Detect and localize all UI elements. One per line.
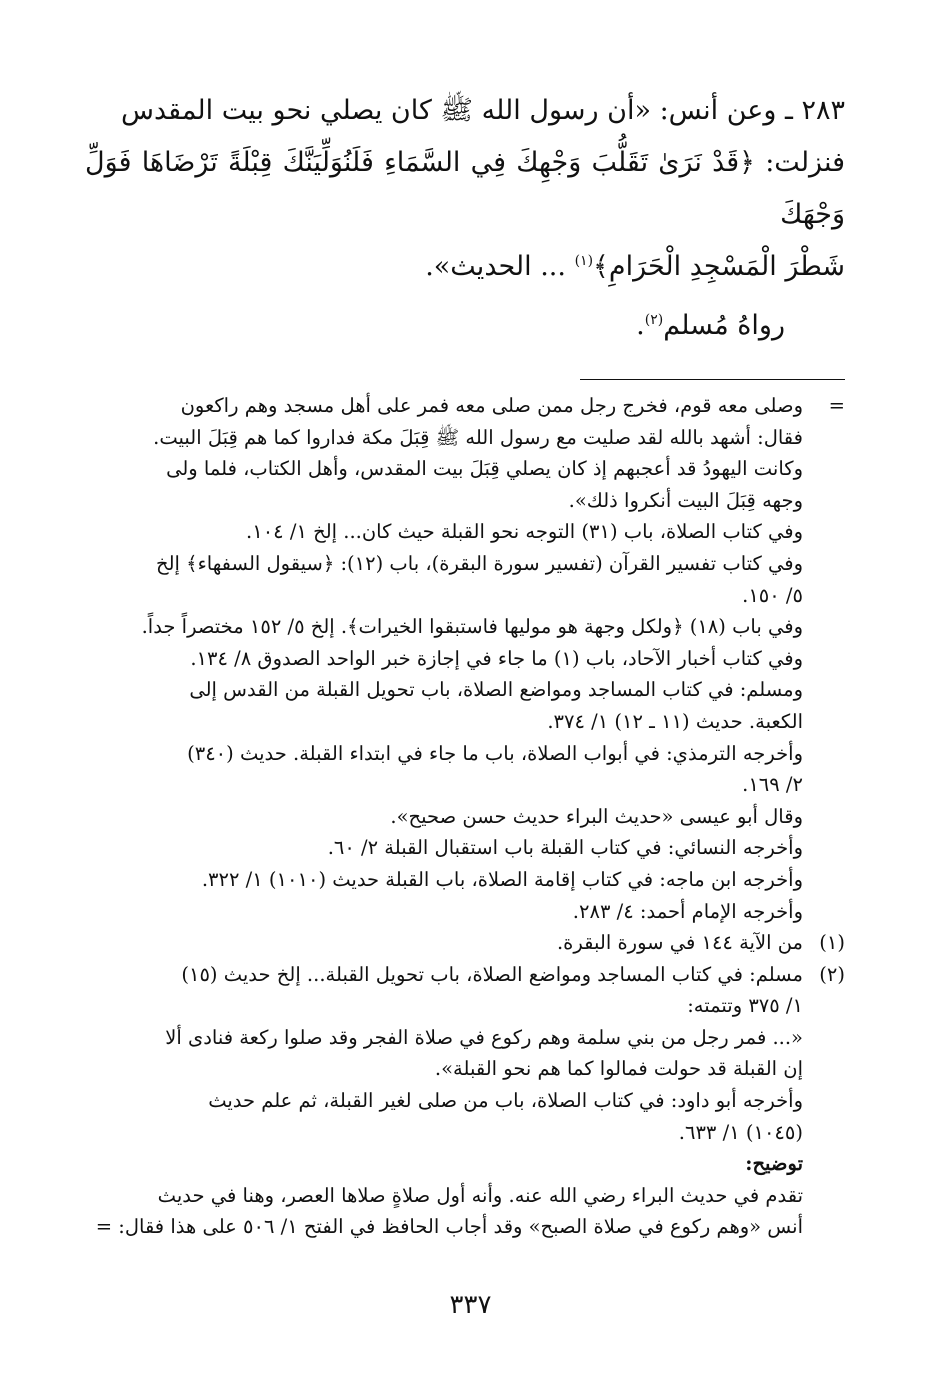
hadith-line <box>85 241 845 293</box>
footnote-2-mark: (٢) <box>819 962 845 986</box>
footnote-1-mark: (١) <box>819 931 845 955</box>
footnote-line: وأخرجه الإمام أحمد: ٤/ ٢٨٣. <box>572 899 803 923</box>
footnote-line: من الآية ١٤٤ في سورة البقرة. <box>556 931 803 955</box>
hadith-line: ٢٨٣ ـ وعن أنس: «أن رسول الله ﷺ كان يصلي نحو بيت المقدس <box>121 95 845 126</box>
footnote-continued <box>85 390 845 927</box>
footnote-line <box>85 1211 803 1243</box>
hadith-line-3: شَطْرَ الْمَسْجِدِ الْحَرَامِ﴾ <box>593 251 845 282</box>
narrator-end: . <box>636 310 645 341</box>
footnote-line: وفي كتاب أخبار الآحاد، باب (١) ما جاء في إجازة خبر الواحد الصدوق ٨/ ١٣٤. <box>190 646 803 670</box>
continuation-end-mark: = <box>95 1215 113 1239</box>
clarification-heading: توضيح: <box>745 1152 803 1176</box>
footnote-line: وفي باب (١٨) ﴿ولكل وجهة هو موليها فاستبقوا الخيرات﴾. إلخ ٥/ ١٥٢ مختصراً جداً. <box>141 615 803 639</box>
hadith-line-tail: ... الحديث». <box>425 251 566 282</box>
footnote-divider <box>580 379 845 380</box>
footnote-line: وفي كتاب تفسير القرآن (تفسير سورة البقرة)، باب (١٢): ﴿سيقول السفهاء﴾ إلخ <box>156 551 803 575</box>
footnote-line: وفي كتاب الصلاة، باب (٣١) التوجه نحو القبلة حيث كان... إلخ ١/ ١٠٤. <box>246 520 803 544</box>
footnote-1-body <box>85 927 803 959</box>
footnote-1 <box>85 927 845 959</box>
footnote-line: وأخرجه ابن ماجه: في كتاب إقامة الصلاة، باب القبلة حديث (١٠١٠) ١/ ٣٢٢. <box>201 867 803 891</box>
hadith-line: فنزلت: ﴿قَدْ نَرَىٰ تَقَلُّبَ وَجْهِكَ فِي السَّمَاءِ فَلَنُوَلِّيَنَّكَ قِبْلَةً تَرْضَاهَا فَوَلِّ وَجْهَكَ <box>85 147 845 230</box>
footnote-2 <box>85 959 845 1149</box>
footnote-continued-body <box>85 390 803 927</box>
continuation-mark: = <box>828 394 845 417</box>
clarification-last-line: أنس «وهم ركوع في صلاة الصبح» وقد أجاب الحافظ في الفتح ١/ ٥٠٦ على هذا فقال: <box>118 1215 803 1239</box>
clarification-body <box>85 1148 803 1243</box>
footnote-line: ١/ ٣٧٥ وتتمته: <box>687 994 803 1018</box>
page-number: ٣٣٧ <box>449 1290 492 1320</box>
footnote-line: تقدم في حديث البراء رضي الله عنه. وأنه أول صلاةٍ صلاها العصر، وهنا في حديث <box>157 1183 803 1207</box>
footnote-line: إن القبلة قد حولت فمالوا كما هم نحو القبلة». <box>434 1057 803 1081</box>
narrator-line <box>85 307 845 345</box>
footnote-line: وأخرجه النسائي: في كتاب القبلة باب استقبال القبلة ٢/ ٦٠. <box>327 836 803 860</box>
footnote-line: «... فمر رجل من بني سلمة وهم ركوع في صلاة الفجر وقد صلوا ركعة فنادى ألا <box>165 1025 803 1049</box>
footnote-line: وصلى معه قوم، فخرج رجل ممن صلى معه فمر على أهل مسجد وهم راكعون <box>180 394 803 417</box>
clarification <box>85 1148 845 1243</box>
footnote-line: (١٠٤٥) ١/ ٦٣٣. <box>678 1120 803 1144</box>
footnote-ref-1: (١) <box>574 253 594 269</box>
narrator-text: رواهُ مُسلم <box>663 310 785 341</box>
footnote-line: فقال: أشهد بالله لقد صليت مع رسول الله ﷺ قِبَلَ مكة فداروا كما هم قِبَلَ البيت. <box>153 425 803 449</box>
footnote-ref-2: (٢) <box>644 312 664 328</box>
footnote-line: مسلم: في كتاب المساجد ومواضع الصلاة، باب تحويل القبلة... إلخ حديث (١٥) <box>181 962 803 986</box>
footnote-line: الكعبة. حديث (١١ ـ ١٢) ١/ ٣٧٤. <box>547 709 803 733</box>
footnote-2-body <box>85 959 803 1149</box>
footnote-line: وقال أبو عيسى «حديث البراء حديث حسن صحيح». <box>390 804 803 828</box>
footnote-line: وأخرجه الترمذي: في أبواب الصلاة، باب ما جاء في ابتداء القبلة. حديث (٣٤٠) <box>187 741 803 765</box>
footnote-line: وأخرجه أبو داود: في كتاب الصلاة، باب من صلى لغير القبلة، ثم علم حديث <box>208 1089 803 1113</box>
footnote-line: وجهه قِبَلَ البيت أنكروا ذلك». <box>568 488 803 512</box>
page-body <box>85 85 845 1243</box>
footnote-line: ٥/ ١٥٠. <box>742 583 803 607</box>
footnote-line: ٢/ ١٦٩. <box>742 773 803 797</box>
hadith-text <box>85 85 845 345</box>
footnote-line: ومسلم: في كتاب المساجد ومواضع الصلاة، باب تحويل القبلة من القدس إلى <box>189 678 803 702</box>
footnote-line: وكانت اليهودُ قد أعجبهم إذ كان يصلي قِبَلَ بيت المقدس، وأهل الكتاب، فلما ولى <box>166 457 803 481</box>
footnotes <box>85 390 845 1243</box>
